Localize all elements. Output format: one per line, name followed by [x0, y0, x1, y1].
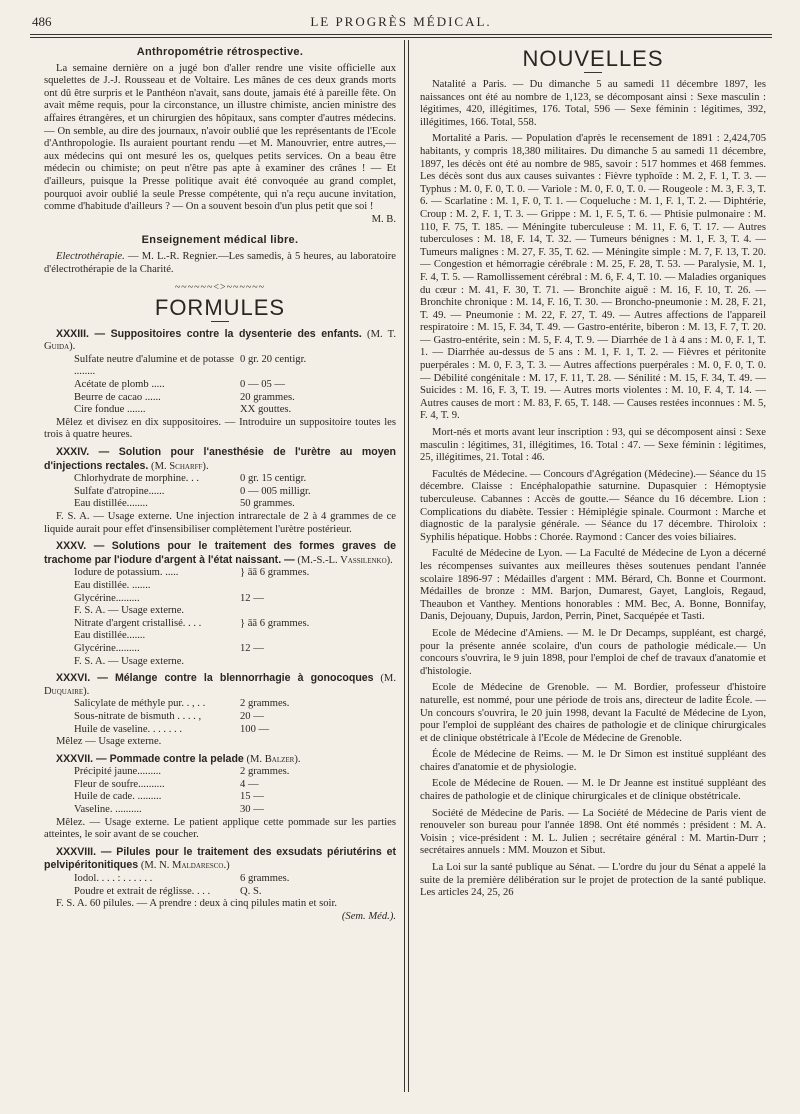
formula-block — [44, 753, 396, 846]
formula-note: Mêlez et divisez en dix suppositoires. — Introduire un suppositoire toutes les trois à quatre heures. — [44, 416, 396, 441]
formula-title: — Suppositoires contre la dysenterie des enfants. — [88, 327, 362, 340]
formula-note: Mêlez — Usage externe. — [56, 736, 162, 748]
ingredient-row — [44, 656, 396, 669]
news-paragraph: La Loi sur la santé publique au Sénat. — L'ordre du jour du Sénat a appelé la suite de la première délibération sur le projet de protection de la santé publique. Les articles 24, 25, 26 — [420, 862, 766, 899]
formula-title: — Solution pour l'anesthésie de l'urètre au moyen d'injections rectales. — [44, 446, 396, 472]
ingredient-name: Nitrate d'argent cristallisé. . . . — [74, 617, 202, 629]
ingredient-name: Eau distillée....... — [74, 630, 146, 642]
formula-author: (M. N. Maldaresco.) — [140, 860, 230, 872]
ingredient-quantity: 0 gr. 20 centigr. — [240, 353, 307, 365]
ingredient-name: Sulfate neutre d'alumine et de potasse ........ — [74, 353, 234, 378]
formula-number: XXXVII. — [56, 752, 94, 765]
ingredient-name: Iodure de potassium. ..... — [74, 567, 179, 579]
ingredient-row — [44, 498, 396, 511]
formules-title: FORMULES — [154, 294, 286, 320]
ingredient-row — [44, 392, 396, 405]
nouvelles-title: NOUVELLES — [522, 46, 664, 71]
formula-number: XXXIV. — [56, 446, 90, 459]
ingredient-quantity — [234, 580, 396, 593]
news-paragraph: École de Médecine de Reims. — M. le Dr Simon est institué suppléant des chaires d'anatomie et de physiologie. — [420, 749, 766, 773]
header-rule — [30, 34, 772, 35]
ingredient-name: F. S. A. — Usage externe. — [74, 655, 185, 667]
ingredient-row — [44, 630, 396, 643]
ingredient-row — [44, 567, 396, 580]
page-number: 486 — [32, 14, 52, 29]
running-title: LE PROGRÈS MÉDICAL. — [310, 14, 492, 29]
formula-block — [44, 446, 396, 540]
ingredient-row — [44, 886, 396, 899]
ingredient-name: Sous-nitrate de bismuth . . . . , — [74, 710, 202, 722]
column-divider-2 — [408, 40, 409, 1092]
ingredient-quantity: 0 — 05 — — [240, 379, 286, 391]
ingredient-row — [44, 593, 396, 606]
enseignement-title: Enseignement médical libre. — [141, 234, 299, 247]
ingredient-quantity: 100 — — [240, 723, 270, 735]
formula-heading — [44, 328, 396, 354]
formula-number: XXXIII. — [56, 327, 89, 340]
ingredient-quantity: 12 — — [240, 642, 264, 654]
ingredient-name: Poudre et extrait de réglisse. . . . — [74, 885, 211, 897]
formula-note: Mêlez. — Usage externe. Le patient applique cette pommade sur les parties atteintes, le soir avant de se coucher. — [44, 816, 396, 841]
formula-title: — Pommade contre la pelade — [93, 752, 244, 765]
formula-block — [44, 672, 396, 753]
ingredient-quantity: 0 gr. 15 centigr. — [240, 473, 307, 485]
formula-title: — Pilules pour le traitement des exsudats périutérins et pelvipéritonitiques — [44, 845, 396, 872]
column-divider — [404, 40, 405, 1092]
formula-heading — [44, 846, 396, 873]
formula-heading — [44, 753, 396, 767]
ingredient-row — [44, 618, 396, 631]
ingredient-row — [44, 404, 396, 417]
ingredient-name: Chlorhydrate de morphine. . . — [74, 473, 200, 485]
ingredient-quantity: 2 grammes. — [240, 698, 290, 710]
news-paragraph: Mort-nés et morts avant leur inscription : 93, qui se décomposent ainsi : Sexe masculin : légitimes, 31, illégitimes, 16. Total : 47. — Sexe féminin : légitimes, 25, illégitimes, 21. Total : 46. — [420, 427, 766, 464]
formula-block — [44, 540, 396, 672]
ingredient-row — [44, 486, 396, 499]
ingredient-row — [44, 779, 396, 792]
ingredient-quantity — [234, 605, 396, 618]
ingredient-row — [44, 379, 396, 392]
ingredient-name: Salicylate de méthyle pur. . , . . — [74, 698, 206, 710]
ingredient-row — [44, 580, 396, 593]
ingredient-quantity: XX gouttes. — [240, 404, 292, 416]
ingredient-quantity: 15 — — [240, 791, 264, 803]
ingredient-row — [44, 804, 396, 817]
formula-author: (M.-S.-L. Vassilenko). — [297, 554, 393, 566]
news-paragraph: Natalité a Paris. — Du dimanche 5 au samedi 11 décembre 1897, les naissances ont été au nombre de 1,123, se décomposant ainsi : Sexe masculin : légitimes, 420, illégitimes, 176. Total, 596 — Sexe féminin : légitimes, 392, illégitimes, 166. Total, 558. — [420, 79, 766, 128]
formula-heading — [44, 446, 396, 473]
ingredient-name: Eau distillée........ — [74, 498, 148, 510]
formula-note: F. S. A. — Usage externe. Une injection intrarectale de 2 à 4 grammes de ce liquide aurait pour effet d'insensibiliser complètement l'urètre postérieur. — [44, 511, 396, 535]
ingredient-quantity: } āā 6 grammes. — [240, 617, 310, 629]
formula-author: (M. T. Guida). — [44, 328, 396, 353]
header-rule-thin — [30, 37, 772, 38]
ingredient-name: Vaseline. .......... — [74, 804, 142, 816]
news-paragraph: Faculté de Médecine de Lyon. — La Faculté de Médecine de Lyon a décerné les récompenses suivantes aux meilleures thèses soutenues pendant l'année scolaire 1896-97 : Médailles d'argent : MM. Bérard, Ch. Bonne et Courmont. Médailles de bronze : MM. Barjon, Dumarest, Gayet, Langlois, Regaud, Theaubon et Vanthey. Mentions honorables : MM. Bec, A. Bonne, Bonnifay, Danis, Dejouany, Dupuis, Jardon, Perrin, Pinet, Sacquépée et Tasti. — [420, 548, 766, 623]
right-column — [420, 46, 766, 1094]
news-paragraph: Facultés de Médecine. — Concours d'Agrégation (Médecine).— Séance du 15 décembre. Claisse : Encéphalopathie saturnine. Dupasquier : Hémoptysie tuberculeuse. Cabannes : Accès de goutte.— Séance du 16 décembre. Lion : Complications du diabète. Tessier : Hémiplégie spinale. Courmont : Marche et diagnostic de la paralysie générale. — Séance du 17 décembre. Thiroloix : Syphilis hépatique. Hobbs : Chorée. Raymond : Cancer des voies biliaires. — [420, 468, 766, 543]
formula-number: XXXVIII. — [56, 845, 97, 858]
ingredient-quantity: 6 grammes. — [240, 873, 290, 885]
ingredient-quantity: 20 grammes. — [240, 391, 295, 403]
formula-heading — [44, 540, 396, 567]
formula-title: — Mélange contre la blennorrhagie à gonocoques — [90, 672, 374, 685]
ingredient-name: Acétate de plomb ..... — [74, 379, 165, 391]
ingredient-quantity: 4 — — [240, 778, 259, 790]
formula-number: XXXV. — [56, 540, 87, 553]
formula-author: (M. Scharff). — [151, 460, 209, 472]
ingredient-name: Précipité jaune......... — [74, 766, 162, 778]
formulas-list — [44, 328, 396, 928]
enseignement-body — [44, 251, 396, 276]
ingredient-name: Glycérine......... — [74, 642, 140, 654]
formula-heading — [44, 672, 396, 698]
ingredient-quantity: Q. S. — [240, 885, 262, 897]
ingredient-name: Sulfate d'atropine...... — [74, 485, 165, 497]
ingredient-row — [44, 791, 396, 804]
ingredient-name: Huile de cade. ......... — [74, 791, 162, 803]
ingredient-name: Iodol. . . . : . . . . . . — [74, 873, 153, 885]
formula-note: F. S. A. 60 pilules. — A prendre : deux à cinq pilules matin et soir. — [56, 898, 338, 910]
ingredient-name: Fleur de soufre.......... — [74, 778, 165, 790]
ingredient-row — [44, 354, 396, 379]
ingredient-row — [44, 873, 396, 886]
ingredient-name: Cire fondue ....... — [74, 404, 146, 416]
ingredient-name: Huile de vaseline. . . . . . . — [74, 723, 182, 735]
page-header — [32, 14, 770, 30]
formula-author: (M. Balzer). — [246, 753, 301, 765]
ingredient-row — [44, 766, 396, 779]
ingredient-quantity: 20 — — [240, 710, 264, 722]
anthro-signature: M. B. — [371, 213, 396, 225]
ingredient-name: Beurre de cacao ...... — [74, 391, 161, 403]
anthro-body: La semaine dernière on a jugé bon d'aller rendre une visite officielle aux squelettes de J.-J. Rousseau et de Voltaire. Les mânes de ces deux grands morts ont dû être surpris et le Panthéon n'avait, sans doute, jamais été à pareille fête. On avait même requis, pour la circonstance, un illustre chimiste, ancien ministre des affaires étrangères, et un chirurgien des hôpitaux, sans compter d'autres médecins. — On semble, au dire des journaux, n'avoir oublié que les représentants de l'Ecole d'Anthropologie. Ils auraient pourtant rendu —et M. Manouvrier, entre autres,—aux médecins qui ont mesuré les os, quelques petits services. On a beau être médecin ou chimiste; on peut n'être pas apte à examiner des crânes ! — Et d'ailleurs, puisque la Presse politique avait été convoquée au grand complet, pourquoi avoir oublié la seule Presse compétente, qui n'a reçu aucune invitation, comme d'habitude d'ailleurs ? — On a souvent besoin d'un plus petit que soi ! — [44, 62, 396, 213]
formula-number: XXXVI. — [56, 672, 91, 685]
formula-block — [44, 846, 396, 928]
ingredient-quantity: 2 grammes. — [240, 766, 290, 778]
news-paragraph: Ecole de Médecine d'Amiens. — M. le Dr Decamps, suppléant, est chargé, pour la présente année scolaire, d'un cours de pathologie médicale.— Un concours s'ouvrira, le 9 juin 1898, pour l'emploi de chef de travaux d'anatomie et d'histologie. — [420, 627, 766, 677]
news-paragraph: Ecole de Médecine de Grenoble. — M. Bordier, professeur d'histoire naturelle, est nommé, pour une période de trois ans, directeur de ladite École. — Un concours s'ouvrira, le 20 juin 1998, devant la Faculté de Médecine de Lyon, pour l'emploi de suppléant des chaires de pathologie et de clinique chirurgicales et de clinique obstétricale à l'Ecole de Médecine de Grenoble. — [420, 682, 766, 744]
ingredient-name: Eau distillée. ....... — [74, 579, 151, 591]
ingredient-quantity: } āā 6 grammes. — [240, 567, 310, 579]
enseignement-italic: Electrothérapie. — [56, 250, 125, 262]
anthro-title: Anthropométrie rétrospective. — [136, 46, 304, 58]
left-column — [44, 46, 396, 1094]
ingredient-quantity: 12 — — [240, 592, 264, 604]
ingredient-row — [44, 711, 396, 724]
ingredient-quantity — [234, 656, 396, 669]
news-list — [420, 79, 766, 904]
ingredient-row — [44, 724, 396, 737]
formula-block — [44, 328, 396, 446]
news-paragraph: Société de Médecine de Paris. — La Société de Médecine de Paris vient de renouveler son bureau pour l'année 1898. Ont été nommés : président : M. A. Voisin ; vice-président : M. L. Julien ; secrétaire général : M. Martin-Durr ; secrétaires annuels : MM. Mouzon et Sibut. — [420, 807, 766, 857]
ingredient-quantity: 30 — — [240, 804, 264, 816]
ingredient-quantity: 50 grammes. — [240, 498, 295, 510]
ingredient-row — [44, 698, 396, 711]
ingredient-row — [44, 605, 396, 618]
ingredient-quantity: 0 — 005 milligr. — [240, 485, 311, 497]
news-paragraph: Ecole de Médecine de Rouen. — M. le Dr Jeanne est institué suppléant des chaires de pathologie et de clinique chirurgicales et de clinique obstétricale. — [420, 778, 766, 803]
ingredient-quantity — [234, 630, 396, 643]
formula-title: — Solutions pour le traitement des formes graves de trachome par l'iodure d'argent à l'état naissant. — — [44, 540, 396, 566]
formula-author: (M. Duquaire). — [44, 673, 396, 697]
news-paragraph: Mortalité a Paris. — Population d'après le recensement de 1891 : 2,424,705 habitants, y compris 18,380 militaires. Du dimanche 5 au samedi 11 décembre, 1897, les décès ont été au nombre de 985, savoir : 517 hommes et 468 femmes. Les décès sont dus aux causes suivantes : Fièvre typhoïde : M. 2, F. 1, T. 3. — Typhus : M. 0, F. 0, T. 0. — Variole : M. 0, F. 0, T. 0. — Rougeole : M. 3, F. 3, T. 6. — Scarlatine : M. 1, F. 0, T. 1. — Coqueluche : M. 1, F. 1, T. 2. — Diphtérie, Croup : M. 2, F. 1, T. 3. — Grippe : M. 1, F. 5, T. 6. — Phtisie pulmonaire : M. 110, F. 75, T. 185. — Méningite tuberculeuse : M. 11, F. 6, T. 17. — Autres tuberculoses : M. 18, F. 14, T. 32. — Tumeurs bénignes : M. 1, F. 3, T. 4. — Tumeurs malignes : M. 27, F. 35, T. 62. — Méningite simple : M. 7, F. 13, T. 20. — Congestion et hémorragie cérébrale : M. 25, F. 28, T. 53. — Paralysie, M. 1, F. 4, T. 5. — Ramollissement cérébral : M. 6, F. 4, T. 10. — Maladies organiques du cœur : M. 41, F. 30, T. 71. — Bronchite aiguë : M. 16, F. 10, T. 26. — Bronchite chronique : M. 14, F. 16, T. 30. — Broncho-pneumonie : M. 28, F. 21, T. 49. — Pneumonie : M. 22, F. 27, T. 49. — Autres affections de l'appareil respiratoire : M. 15, F. 34, T. 49. — Gastro-entérite, biberon : M. 13, F. 7, T. 20. — Gastro-entérite, sein : M. 5, F. 4, T. 9. — Diarrhée de 1 à 4 ans : M. 0, F. 1, T. 1. — Diarrhée au-dessus de 5 ans : M. 1, F. 1, T. 2. — Fièvres et péritonite puerpérales : M. 0, F. 3, T. 3. — Autres affections puerpérales : M. 0, F. 0, T. 0. — Débilité congénitale : M. 17, F. 11, T. 28. — Sénilité : M. 15, F. 34, T. 49. — Suicides : M. 16, F. 3, T. 19. — Autres morts violentes : M. 10, F. 4, T. 14. — Autres causes de mort : M. 83, F. 65, T. 148. — Causes restées inconnues : M. 5, F. 4, T. 9. — [420, 133, 766, 422]
ingredient-name: Glycérine......... — [74, 592, 140, 604]
ingredient-row — [44, 473, 396, 486]
section-ornament: ~~~~~~<>~~~~~~ — [174, 282, 266, 294]
ingredient-row — [44, 643, 396, 656]
ingredient-name: F. S. A. — Usage externe. — [74, 605, 185, 617]
enseignement-text: — M. L.-R. Regnier.—Les samedis, à 5 heures, au laboratoire d'électrothérapie de la Charité. — [44, 250, 396, 275]
formula-source: (Sem. Méd.). — [341, 910, 396, 922]
